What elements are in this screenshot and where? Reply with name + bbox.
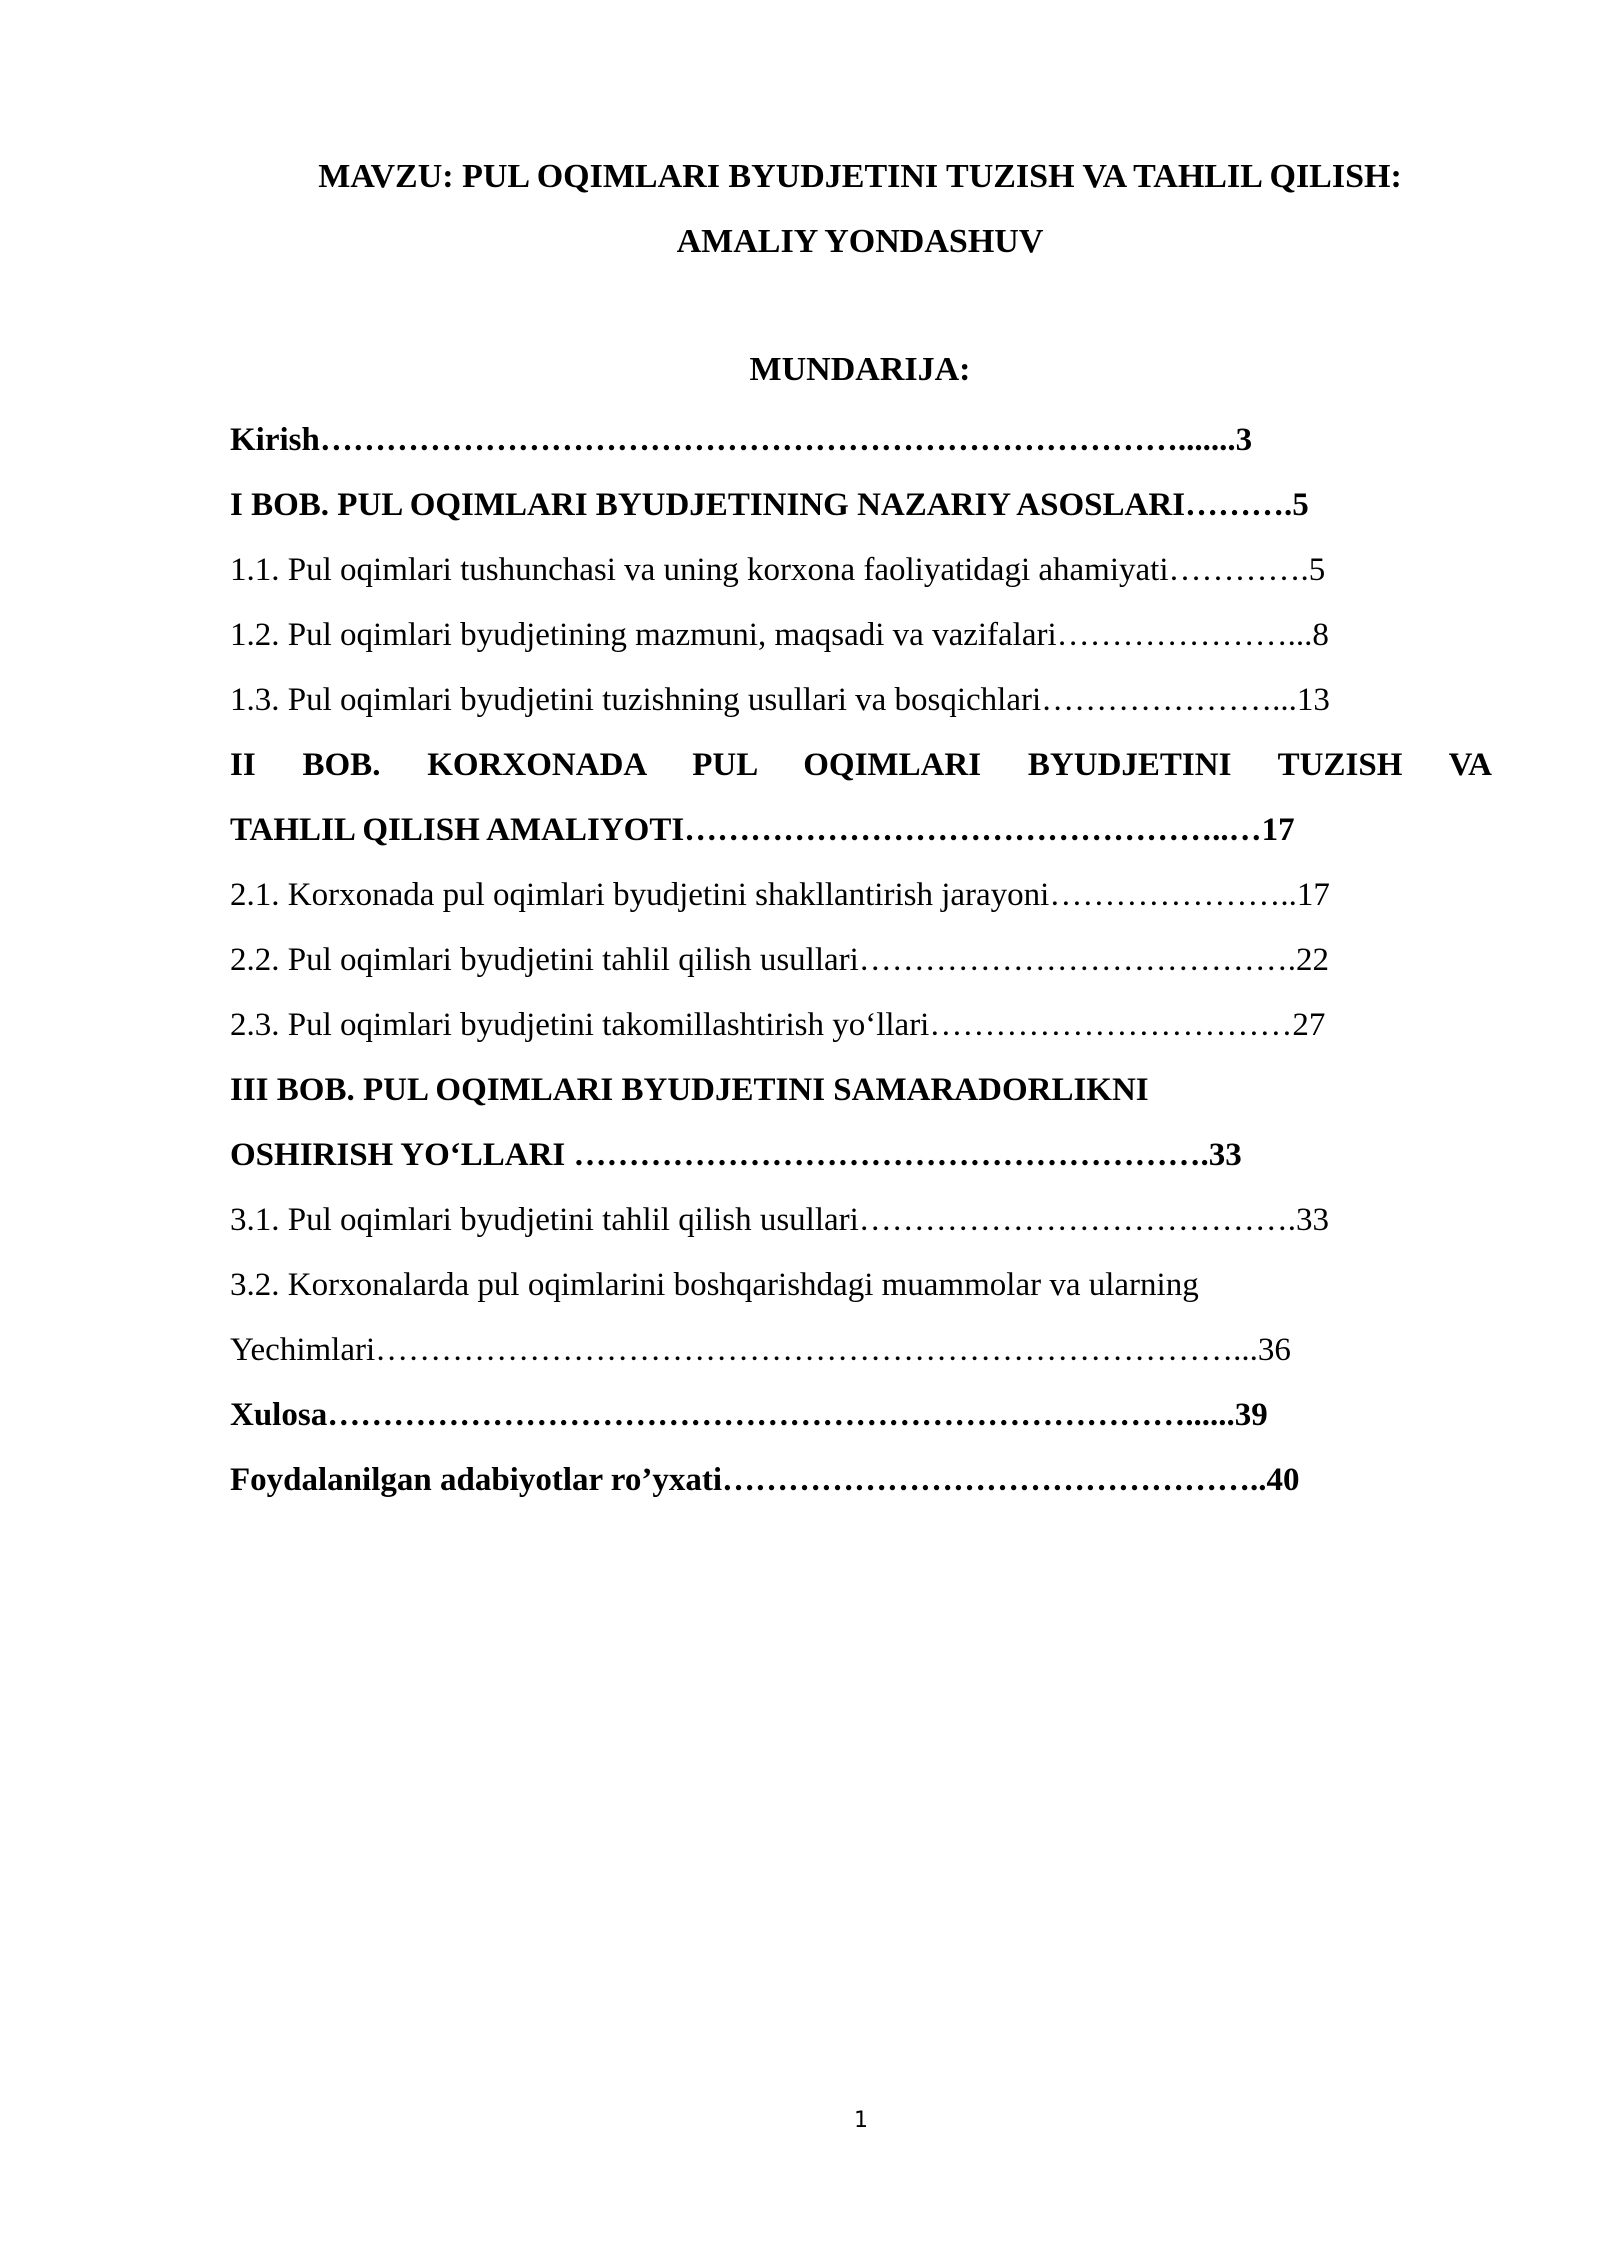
table-of-contents — [230, 408, 1492, 1513]
toc-entry-chapter-3-line-1: III BOB. PUL OQIMLARI BYUDJETINI SAMARADORLIKNI — [230, 1072, 1149, 1108]
toc-entry-xulosa: Xulosa……………………………………………………………………......39 — [230, 1397, 1268, 1433]
document-title — [230, 144, 1490, 274]
toc-heading: MUNDARIJA: — [749, 351, 971, 388]
page-number: 1 — [854, 2108, 868, 2133]
toc-entry-1-2: 1.2. Pul oqimlari byudjetining mazmuni, maqsadi va vazifalari…………………...8 — [230, 617, 1329, 653]
toc-entry-chapter-2-line-1: II BOB. KORXONADA PUL OQIMLARI BYUDJETINI TUZISH VA — [230, 747, 1492, 783]
title-line-2: AMALIY YONDASHUV — [676, 223, 1044, 260]
toc-entry-1-3: 1.3. Pul oqimlari byudjetini tuzishning usullari va bosqichlari…………………...13 — [230, 682, 1330, 718]
toc-entry-2-3: 2.3. Pul oqimlari byudjetini takomillashtirish yo‘llari……………………………27 — [230, 1007, 1326, 1043]
toc-entry-1-1: 1.1. Pul oqimlari tushunchasi va uning korxona faoliyatidagi ahamiyati………….5 — [230, 552, 1326, 588]
toc-entry-chapter-2-line-2: TAHLIL QILISH AMALIYOTI…………………………………………..…17 — [230, 812, 1295, 848]
toc-entry-chapter-1: I BOB. PUL OQIMLARI BYUDJETINING NAZARIY ASOSLARI……….5 — [230, 487, 1309, 523]
toc-entry-kirish: Kirish…………………………………………………………………….......3 — [230, 422, 1253, 458]
title-line-1: MAVZU: PUL OQIMLARI BYUDJETINI TUZISH VA TAHLIL QILISH: — [318, 158, 1402, 195]
toc-entry-2-2: 2.2. Pul oqimlari byudjetini tahlil qilish usullari………………………………….22 — [230, 942, 1330, 978]
toc-entry-chapter-3-line-2: OSHIRISH YO‘LLARI ………………………………………………….33 — [230, 1137, 1242, 1173]
toc-entry-2-1: 2.1. Korxonada pul oqimlari byudjetini shakllantirish jarayoni…………………..17 — [230, 877, 1330, 913]
toc-entry-references: Foydalanilgan adabiyotlar ro’yxati…………………………………………..40 — [230, 1462, 1300, 1498]
toc-entry-3-1: 3.1. Pul oqimlari byudjetini tahlil qilish usullari………………………………….33 — [230, 1202, 1330, 1238]
toc-entry-3-2-line-2: Yechimlari……………………………………………………………………...36 — [230, 1332, 1291, 1368]
toc-entry-3-2-line-1: 3.2. Korxonalarda pul oqimlarini boshqarishdagi muammolar va ularning — [230, 1267, 1199, 1303]
